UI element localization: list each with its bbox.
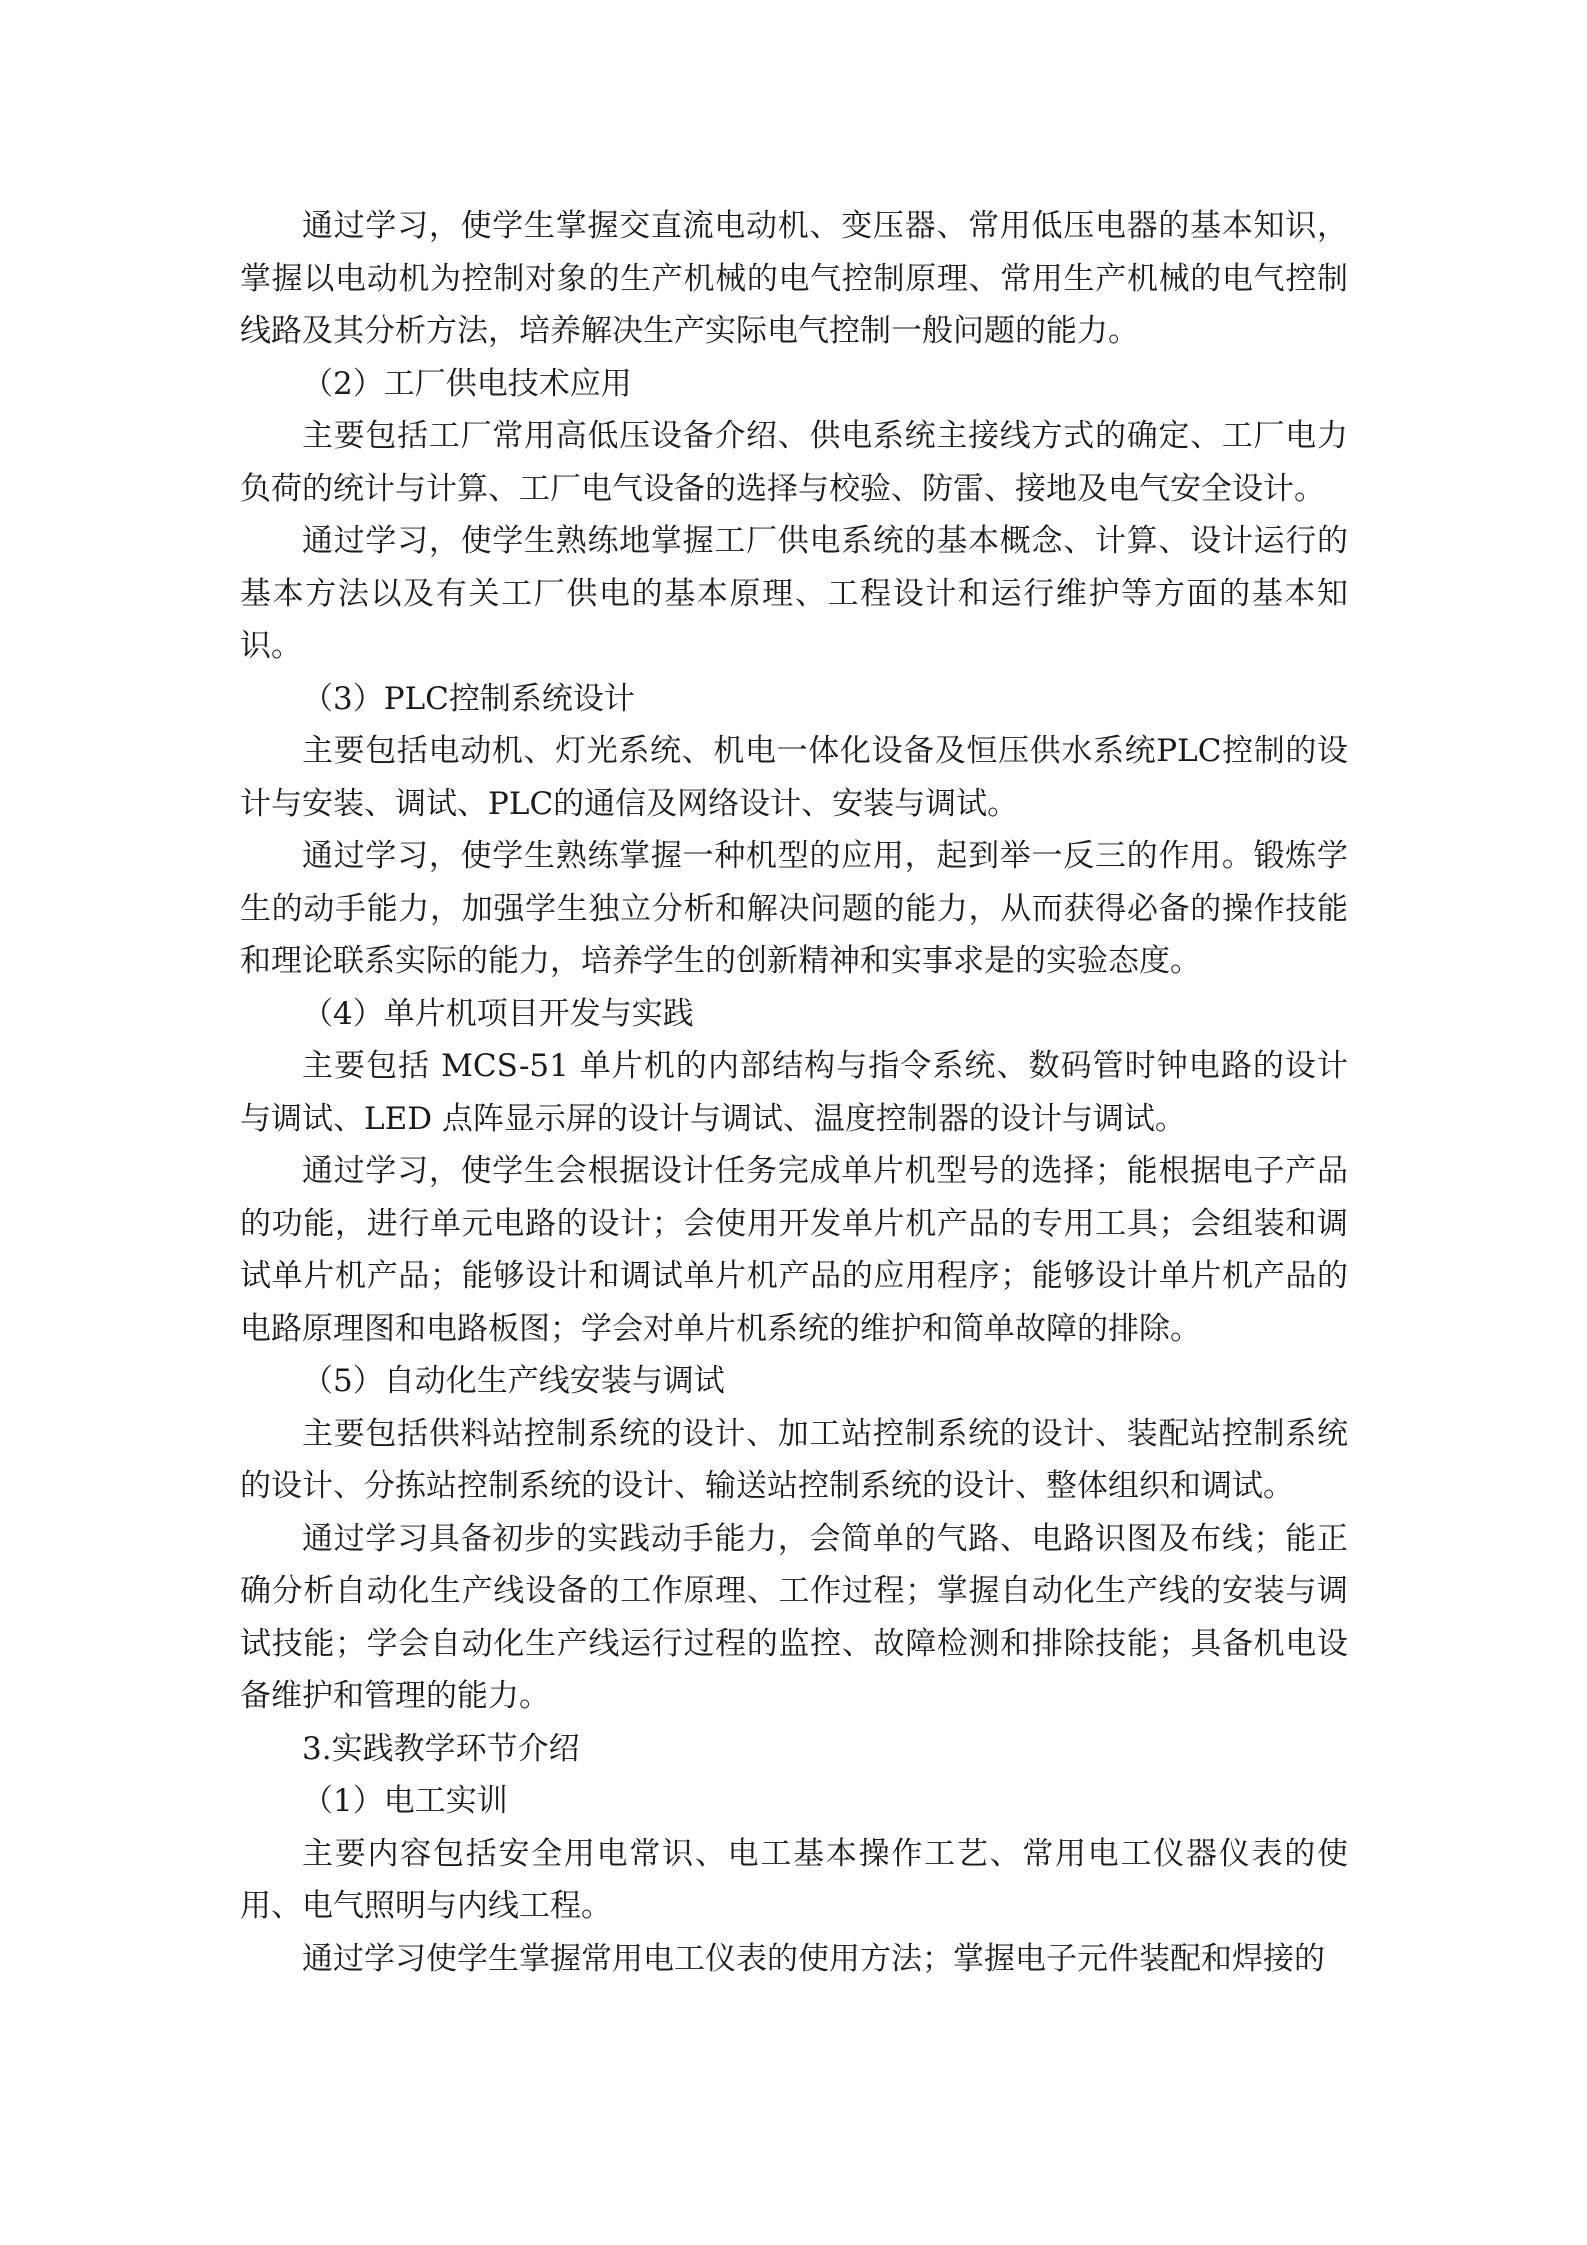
section-heading: （3）PLC控制系统设计 [302, 680, 635, 717]
paragraph: 通过学习具备初步的实践动手能力，会简单的气路、电路识图及布线；能正确分析自动化生产线设备的工作原理、工作过程；掌握自动化生产线的安装与调试技能；学会自动化生产线运行过程的监控、故障检测和排除技能；具备机电设备维护和管理的能力。 [240, 1520, 1348, 1714]
section-heading: （4）单片机项目开发与实践 [302, 995, 694, 1032]
paragraph: 主要包括 MCS-51 单片机的内部结构与指令系统、数码管时钟电路的设计与调试、LED 点阵显示屏的设计与调试、温度控制器的设计与调试。 [240, 1048, 1348, 1137]
section-heading: （5）自动化生产线安装与调试 [302, 1363, 725, 1399]
paragraph: 通过学习，使学生熟练地掌握工厂供电系统的基本概念、计算、设计运行的基本方法以及有关工厂供电的基本原理、工程设计和运行维护等方面的基本知识。 [240, 523, 1348, 664]
document-body [240, 200, 1348, 1985]
paragraph: 通过学习，使学生掌握交直流电动机、变压器、常用低压电器的基本知识，掌握以电动机为控制对象的生产机械的电气控制原理、常用生产机械的电气控制线路及其分析方法，培养解决生产实际电气控制一般问题的能力。 [240, 208, 1348, 349]
section-heading: 3.实践教学环节介绍 [302, 1730, 580, 1767]
paragraph: 通过学习使学生掌握常用电工仪表的使用方法；掌握电子元件装配和焊接的 [302, 1940, 1325, 1977]
paragraph: 主要包括电动机、灯光系统、机电一体化设备及恒压供水系统PLC控制的设计与安装、调试、PLC的通信及网络设计、安装与调试。 [240, 733, 1348, 822]
paragraph: 主要内容包括安全用电常识、电工基本操作工艺、常用电工仪器仪表的使用、电气照明与内线工程。 [240, 1835, 1348, 1924]
paragraph: 通过学习，使学生熟练掌握一种机型的应用，起到举一反三的作用。锻炼学生的动手能力，加强学生独立分析和解决问题的能力，从而获得必备的操作技能和理论联系实际的能力，培养学生的创新精神和实事求是的实验态度。 [240, 838, 1348, 979]
paragraph: 通过学习，使学生会根据设计任务完成单片机型号的选择；能根据电子产品的功能，进行单元电路的设计；会使用开发单片机产品的专用工具；会组装和调试单片机产品；能够设计和调试单片机产品的应用程序；能够设计单片机产品的电路原理图和电路板图；学会对单片机系统的维护和简单故障的排除。 [240, 1153, 1348, 1347]
section-heading: （1）电工实训 [302, 1783, 508, 1819]
paragraph: 主要包括工厂常用高低压设备介绍、供电系统主接线方式的确定、工厂电力负荷的统计与计算、工厂电气设备的选择与校验、防雷、接地及电气安全设计。 [240, 418, 1348, 507]
paragraph: 主要包括供料站控制系统的设计、加工站控制系统的设计、装配站控制系统的设计、分拣站控制系统的设计、输送站控制系统的设计、整体组织和调试。 [240, 1415, 1348, 1504]
section-heading: （2）工厂供电技术应用 [302, 365, 632, 402]
